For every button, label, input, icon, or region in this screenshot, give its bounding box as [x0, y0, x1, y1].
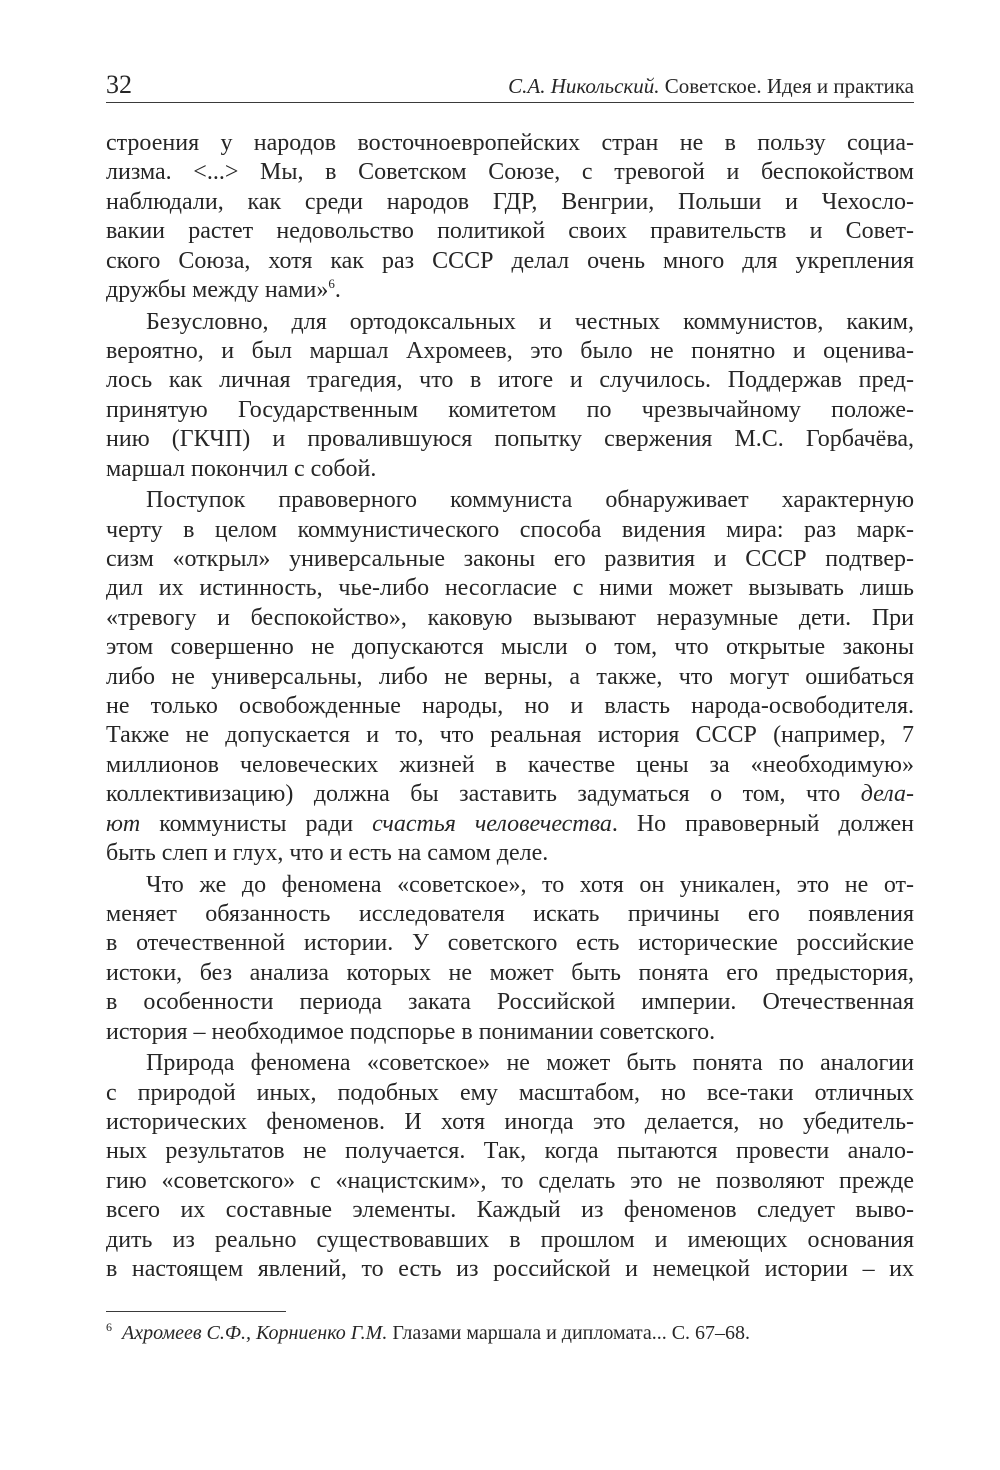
text-fragment: коммунисты ради	[140, 810, 373, 837]
footnote-text: Глазами маршала и дипломата... С. 67–68.	[387, 1322, 751, 1344]
text-fragment: .	[334, 276, 341, 303]
text-line: лизма. <...> Мы, в Советском Союзе, с тревогой и беспокойством	[106, 159, 914, 186]
paragraph	[106, 308, 914, 484]
text-line: дить из реально существовавших в прошлом и имеющих основания	[106, 1226, 914, 1253]
running-title	[508, 72, 914, 100]
italic-fragment: ют	[106, 810, 141, 837]
text-fragment: коллективизацию) должна бы заставить задуматься о том, что	[106, 781, 861, 808]
paragraph	[106, 129, 914, 305]
text-line: в отечественной истории. У советского есть исторические российские	[106, 930, 914, 957]
text-line: принятую Государственным комитетом по чрезвычайному положе-	[106, 396, 914, 423]
text-line: Что же до феномена «советское», то хотя он уникален, это не от-	[146, 871, 914, 898]
text-line	[106, 810, 914, 839]
text-line: истоки, без анализа которых не может быть понята его предыстория,	[106, 959, 914, 986]
text-line: история – необходимое подспорье в понимании советского.	[106, 1018, 716, 1045]
text-line	[106, 276, 914, 305]
running-header	[106, 70, 914, 103]
header-author: С.А. Никольский.	[508, 74, 660, 98]
italic-fragment: счастья человечества	[372, 810, 612, 837]
text-line: либо не универсальны, либо не верны, а также, что могут ошибаться	[106, 663, 914, 690]
text-line: лось как личная трагедия, что в итоге и случилось. Поддержав пред-	[106, 367, 914, 394]
text-line: вакии растет недовольство политикой своих правительств и Совет-	[106, 218, 914, 245]
text-line: с природой иных, подобных ему масштабом, но все-таки отличных	[106, 1079, 914, 1106]
text-line: этом совершенно не допускаются мысли о том, что открытые законы	[106, 634, 914, 661]
text-line: всего их составные элементы. Каждый из феноменов следует выво-	[106, 1197, 914, 1224]
footnote-divider	[106, 1311, 286, 1312]
text-fragment: . Но правоверный должен	[611, 810, 914, 837]
text-line: в особенности периода заката Российской империи. Отечественная	[106, 989, 914, 1016]
text-line: «тревогу и беспокойство», каковую вызывают неразумные дети. При	[106, 604, 914, 631]
text-line: строения у народов восточноевропейских стран не в пользу социа-	[106, 130, 914, 156]
header-book-title: Советское. Идея и практика	[659, 74, 914, 98]
text-line: черту в целом коммунистического способа видения мира: раз марк-	[106, 516, 914, 543]
text-line: гию «советского» с «нацистским», то сделать это не позволяют прежде	[106, 1167, 914, 1194]
text-line: меняет обязанность исследователя искать причины его появления	[106, 901, 914, 928]
paragraph	[106, 1049, 914, 1284]
text-line: дил их истинность, чье-либо несогласие с ними может вызывать лишь	[106, 575, 914, 602]
text-line: не только освобожденные народы, но и власть народа-освободителя.	[106, 693, 914, 720]
text-fragment: дружбы между нами»	[106, 276, 329, 303]
text-line: ных результатов не получается. Так, когда пытаются провести анало-	[106, 1138, 914, 1165]
text-line: наблюдали, как среди народов ГДР, Венгрии, Польши и Чехосло-	[106, 188, 914, 215]
text-line	[106, 780, 914, 809]
footnote-number: 6	[106, 1320, 112, 1335]
footnote	[106, 1320, 914, 1346]
page-number: 32	[106, 70, 132, 99]
text-line: Поступок правоверного коммуниста обнаруживает характерную	[146, 487, 914, 514]
footnote-reference[interactable]: 6	[328, 275, 335, 291]
text-line: исторических феноменов. И хотя иногда это делается, но убедитель-	[106, 1109, 914, 1136]
paragraph	[106, 486, 914, 868]
main-text	[106, 129, 914, 1284]
footnote-authors: Ахромеев С.Ф., Корниенко Г.М.	[122, 1322, 388, 1344]
text-line: Также не допускается и то, что реальная история СССР (например, 7	[106, 722, 914, 749]
text-line: в настоящем явлений, то есть из российской и немецкой истории – их	[106, 1256, 914, 1283]
text-line: Природа феномена «советское» не может быть понята по аналогии	[146, 1050, 914, 1077]
text-line: вероятно, и был маршал Ахромеев, это было не понятно и оценива-	[106, 338, 914, 365]
text-line: быть слеп и глух, что и есть на самом деле.	[106, 839, 549, 866]
text-line: нию (ГКЧП) и провалившуюся попытку свержения М.С. Горбачёва,	[106, 426, 914, 453]
text-line: маршал покончил с собой.	[106, 455, 377, 482]
text-line: сизм «открыл» универсальные законы его развития и СССР подтвер-	[106, 546, 914, 573]
text-line: Безусловно, для ортодоксальных и честных коммунистов, каким,	[146, 308, 914, 335]
text-line: ского Союза, хотя как раз СССР делал очень много для укрепления	[106, 247, 914, 274]
paragraph	[106, 871, 914, 1047]
text-line: миллионов человеческих жизней в качестве цены за «необходимую»	[106, 751, 914, 778]
italic-fragment: дела-	[860, 781, 914, 808]
